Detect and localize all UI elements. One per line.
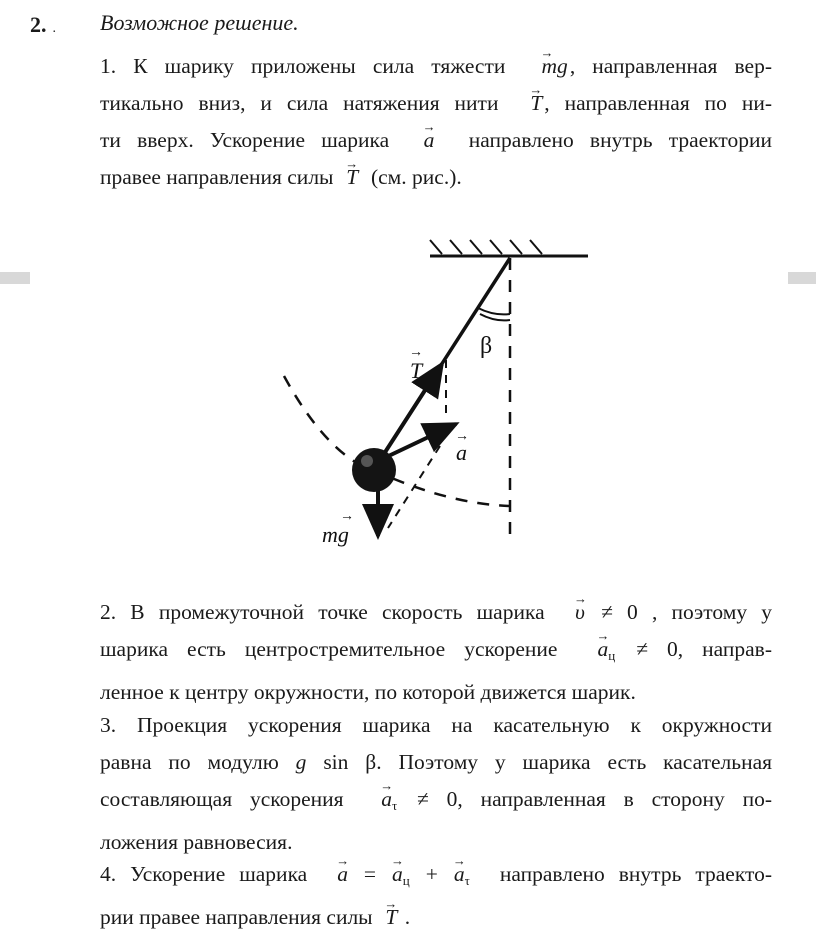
beta-label: β: [480, 333, 493, 359]
ac-vector: → $a_ц$: [390, 856, 412, 899]
paragraph-2: [100, 594, 772, 711]
problem-number: 2. .: [30, 12, 56, 37]
angle-beta-arc: [478, 308, 510, 314]
t-label: T: [410, 358, 423, 383]
p4-line-2: рии правее направления силы → T .: [100, 899, 772, 936]
at-vector: → $a_\tau$: [379, 781, 399, 824]
mg-vector: → mg: [540, 48, 570, 85]
ceiling-hatching: [430, 240, 542, 254]
p2-line-1: 2. В промежуточной точке скорость шарика → υ ≠ 0 , поэтому у: [100, 594, 772, 631]
helper-dashed-diagonal: [388, 446, 440, 528]
p3-line-1: 3. Проекция ускорения шарика на касательную к окружности: [100, 713, 772, 737]
left-margin-mark: [0, 272, 30, 284]
mg-label: mg: [322, 522, 349, 547]
solution-heading: Возможное решение.: [100, 10, 299, 35]
trajectory-arc: [284, 376, 510, 506]
p3-line-3: составляющая ускорения → $a_\tau \ne 0$, направленная в сторону по-: [100, 781, 772, 824]
p2-line-2: шарика есть центростремительное ускорение → $a_ц \ne 0$, направ-: [100, 631, 772, 674]
a-label-arrow: →: [455, 429, 469, 444]
p3-line-4: ложения равновесия.: [100, 830, 293, 854]
v-vector: → υ: [573, 594, 587, 631]
ball-highlight: [361, 455, 373, 467]
p4-line-1: 4. Ускорение шарика → a = → $a_ц$ + → $a_\tau$ направлено внутрь траекто-: [100, 856, 772, 899]
p1-line-3: ти вверх. Ускорение шарика → a направлено внутрь траектории: [100, 122, 772, 159]
p2-line-3: ленное к центру окружности, по которой движется шарик.: [100, 680, 636, 704]
paragraph-1: [100, 48, 772, 196]
t-vector: → T: [383, 899, 399, 936]
a-vector: → a: [335, 856, 350, 893]
p1-line-1: 1. К шарику приложены сила тяжести → mg, направленная вер-: [100, 48, 772, 85]
right-margin-mark: [788, 272, 816, 284]
at-vector: → $a_\tau$: [452, 856, 472, 899]
paragraph-4: [100, 856, 772, 936]
p3-line-2: равна по модулю g sin β. Поэтому у шарика есть касательная: [100, 750, 773, 774]
a-label: a: [456, 440, 467, 465]
t-vector: → T: [528, 85, 544, 122]
paragraph-3: [100, 707, 772, 861]
p1-line-2: тикально вниз, и сила натяжения нити → T, направленная по ни-: [100, 85, 772, 122]
t-vector: → T: [344, 159, 360, 196]
a-vector: → a: [422, 122, 437, 159]
t-label-arrow: →: [409, 345, 423, 360]
pendulum-figure: [270, 228, 610, 558]
mg-label-arrow: →: [340, 509, 354, 524]
ac-vector: → $a_ц$: [595, 631, 617, 674]
p1-line-4: правее направления силы → T (см. рис.).: [100, 159, 772, 196]
ball: [352, 448, 396, 492]
